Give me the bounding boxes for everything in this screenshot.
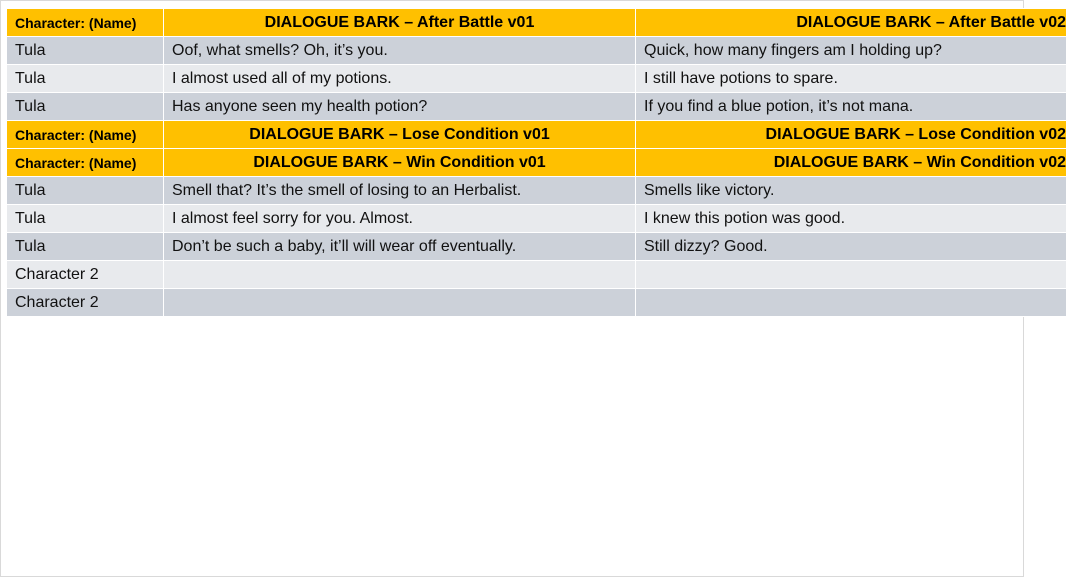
v02-line-cell: Quick, how many fingers am I holding up? [636,37,1067,65]
v02-line-cell: Smells like victory. [636,177,1067,205]
header-v02-cell: DIALOGUE BARK – After Battle v02 [636,9,1067,37]
table-row [7,261,1067,289]
header-v01-cell: DIALOGUE BARK – Lose Condition v01 [164,121,636,149]
character-cell: Tula [7,205,164,233]
table-row [7,233,1067,261]
table-row [7,205,1067,233]
character-cell: Tula [7,233,164,261]
character-cell: Character 2 [7,289,164,317]
header-row-win-condition [7,149,1067,177]
header-row-after-battle [7,9,1067,37]
v01-line-cell: Don’t be such a baby, it’ll will wear off eventually. [164,233,636,261]
v02-line-cell: I still have potions to spare. [636,65,1067,93]
table-row [7,93,1067,121]
v01-line-cell: Oof, what smells? Oh, it’s you. [164,37,636,65]
header-v02-cell: DIALOGUE BARK – Win Condition v02 [636,149,1067,177]
header-v02-cell: DIALOGUE BARK – Lose Condition v02 [636,121,1067,149]
v01-line-cell [164,289,636,317]
v01-line-cell: Smell that? It’s the smell of losing to an Herbalist. [164,177,636,205]
character-cell: Tula [7,37,164,65]
v01-line-cell: I almost used all of my potions. [164,65,636,93]
character-cell: Tula [7,65,164,93]
table-row [7,177,1067,205]
v02-line-cell: If you find a blue potion, it’s not mana. [636,93,1067,121]
character-cell: Character 2 [7,261,164,289]
header-v01-cell: DIALOGUE BARK – Win Condition v01 [164,149,636,177]
v02-line-cell [636,289,1067,317]
header-character-cell: Character: (Name) [7,121,164,149]
header-character-cell: Character: (Name) [7,9,164,37]
character-cell: Tula [7,93,164,121]
v01-line-cell: I almost feel sorry for you. Almost. [164,205,636,233]
v02-line-cell: Still dizzy? Good. [636,233,1067,261]
character-cell: Tula [7,177,164,205]
header-character-cell: Character: (Name) [7,149,164,177]
table-row [7,37,1067,65]
table-row [7,65,1067,93]
table-row [7,289,1067,317]
v02-line-cell [636,261,1067,289]
header-v01-cell: DIALOGUE BARK – After Battle v01 [164,9,636,37]
header-row-lose-condition [7,121,1067,149]
dialogue-bark-table [6,8,1067,317]
v01-line-cell: Has anyone seen my health potion? [164,93,636,121]
v02-line-cell: I knew this potion was good. [636,205,1067,233]
v01-line-cell [164,261,636,289]
